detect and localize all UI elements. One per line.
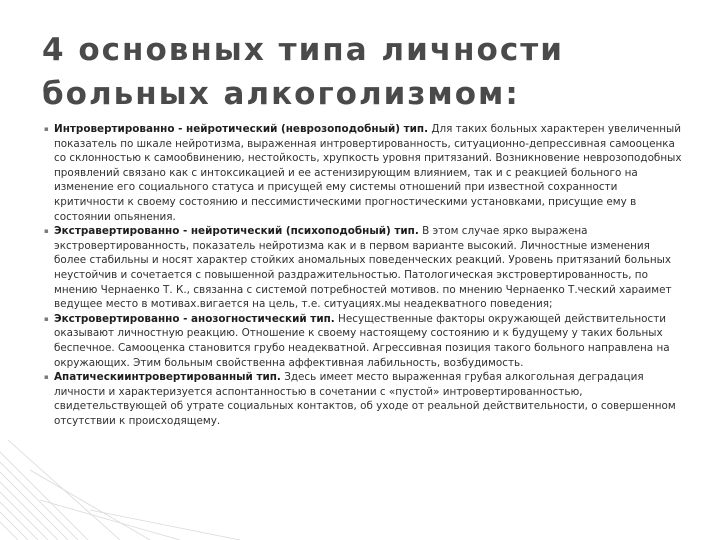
list-item <box>42 312 682 370</box>
item-term: Экстровертированно - анозогностический тип. <box>54 312 335 325</box>
bullet-icon: ▪ <box>44 373 49 382</box>
corner-hatch-lines <box>0 440 240 540</box>
slide-title-line-2: больных алкоголизмом: <box>42 76 520 112</box>
bullet-icon: ▪ <box>44 314 49 323</box>
item-text: Несущественные факторы окружающей действительности оказывают личностную реакцию. Отношение к своему настоящему состоянию и к будущему у таких больных беспечное. Самооценка становится грубо неадекватной. Агрессивная позиция такого больного направлена на окружающих. Этим больным свойственна аффективная лабильность, возбудимость. <box>54 312 670 369</box>
bullet-icon: ▪ <box>44 227 49 236</box>
bullet-list <box>42 122 682 428</box>
slide-title <box>42 28 682 116</box>
list-item <box>42 370 682 428</box>
item-term: Апатическиинтровертированный тип. <box>54 371 281 384</box>
bullet-icon: ▪ <box>44 125 49 133</box>
item-text: Для таких больных характерен увеличенный показатель по шкале нейротизма, выраженная интровертированность, ситуационно-депрессивная самооценка со склонностью к самообвинению, нестойкость, хрупкость уровня притязаний. Возникновение неврозоподобных проявлений связано как с интоксикацией и ее астенизирующим влиянием, так и с реакцией больного на изменение его социального статуса и присущей ему системы отношений при известной сохранности критичности к своему состоянию и пессимистическими прогностическими установками, присущие ему в состоянии опьянения. <box>54 123 682 223</box>
list-item <box>42 224 682 312</box>
item-text: Здесь имеет место выраженная грубая алкогольная деградация личности и характеризуется аспонтанностью в сочетании с «пустой» интровертированностью, свидетельствующей об утрате социальных контактов, об уходе от реальной действительности, о совершенном отсутствии к происходящему. <box>54 371 676 427</box>
item-text: В этом случае ярко выражена экстровертированность, показатель нейротизма как и в первом варианте высокий. Личностные изменения более стабильны и носят характер стойких аномальных поведенческих реакций. Уровень притязаний больных неустойчив и сочетается с повышенной раздражительностью. Патологическая экстровертированность, по мнению Чернаенко Т. К., связанна с системой потребностей мотивов. по мнению Чернаенко Т.ческий хараимет ведущее место в мотивах.вигается на цель, т.е. ситуациях.мы неадекватного поведения; <box>54 225 672 311</box>
slide-title-line-1: 4 основных типа личности <box>42 32 564 68</box>
item-term: Интровертированно - нейротический (неврозоподобный) тип. <box>54 123 429 135</box>
list-item <box>42 122 682 224</box>
item-term: Экстравертированно - нейротический (психоподобный) тип. <box>54 225 419 238</box>
